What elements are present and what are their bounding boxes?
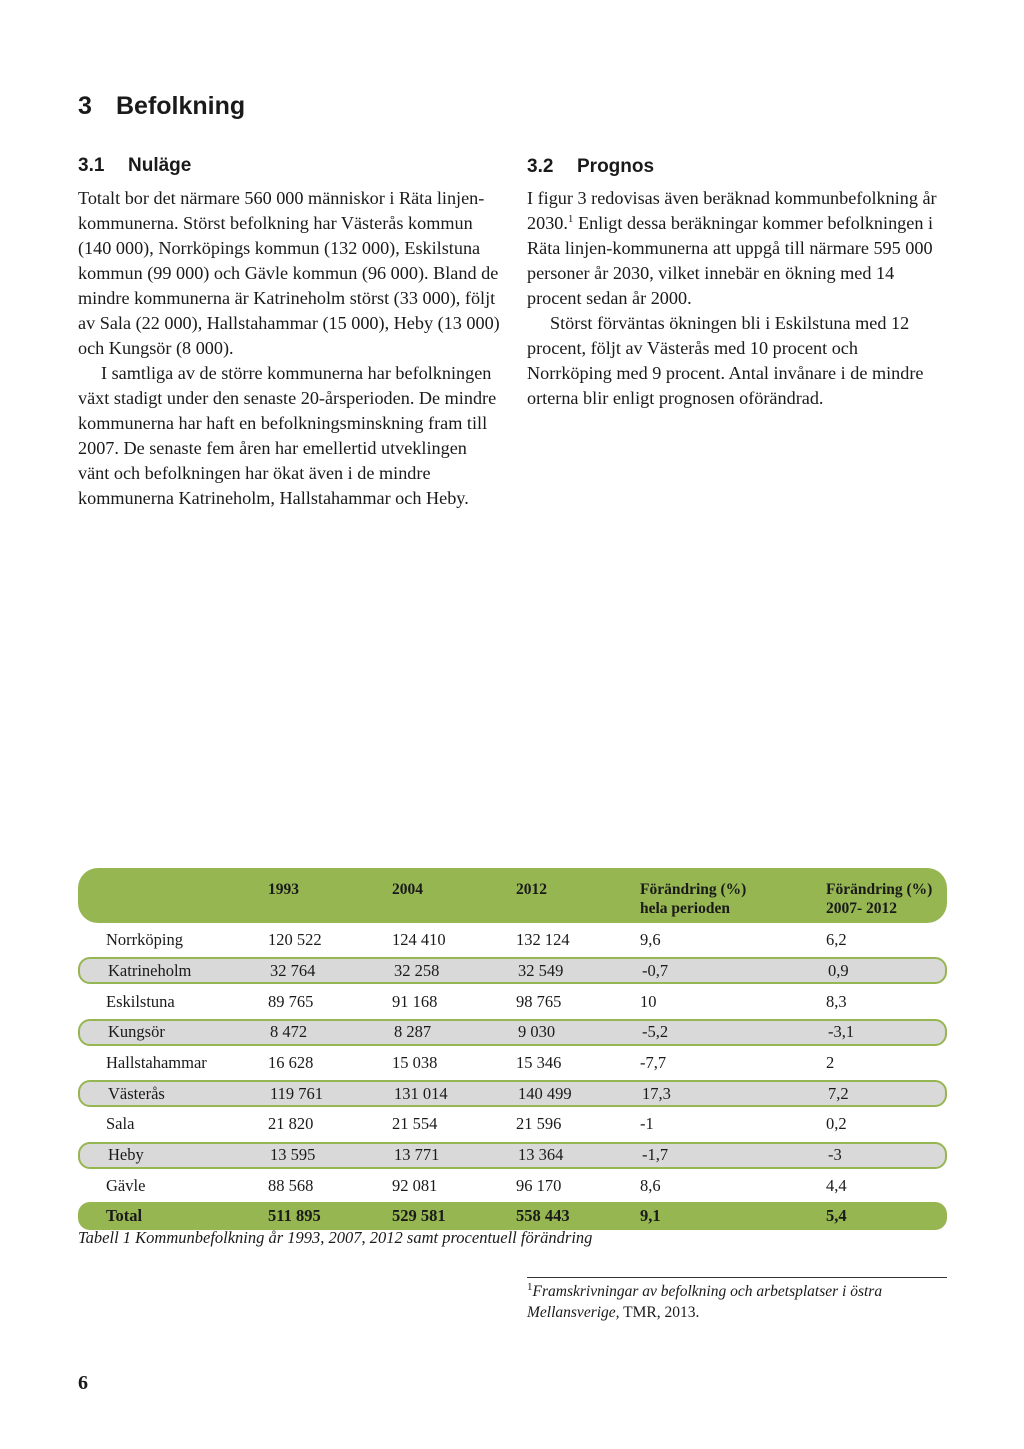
paragraph-text: Enligt dessa beräkningar kommer befolkningen i Räta linjen-kommunerna att uppgå till närmare 595 000 personer år 2030, vilket innebär en ökning med 14 procent sedan år 2000.	[527, 213, 934, 308]
table-row	[78, 1142, 947, 1169]
table-cell: -3,1	[828, 1022, 855, 1042]
footnote-ref: 1	[567, 212, 574, 225]
table-cell: Västerås	[108, 1083, 165, 1103]
table-cell: 88 568	[268, 1175, 314, 1195]
table-cell: 5,4	[826, 1206, 847, 1226]
table-cell: 558 443	[516, 1206, 570, 1226]
table-row	[78, 928, 947, 953]
table-total-row	[78, 1202, 947, 1230]
section-title: Prognos	[577, 156, 655, 177]
table-cell: 13 771	[394, 1145, 440, 1164]
table-cell: 15 038	[392, 1052, 438, 1072]
paragraph: I samtliga av de större kommunerna har befolkningen växt stadigt under den senaste 20-årsperioden. De mindre kommunerna har haft en befolkningsminskning fram till 2007. De senaste fem åren har emellertid utveklingen vänt och befolkningen har ökat även i de mindre kommunerna Katrineholm, Hallstahammar och Heby.	[78, 363, 497, 508]
right-column-text	[527, 186, 947, 411]
table-cell: 4,4	[826, 1175, 847, 1195]
table-cell: Hallstahammar	[106, 1052, 207, 1072]
table-cell: 21 596	[516, 1114, 562, 1134]
table-cell: 13 595	[270, 1145, 316, 1164]
table-cell: 529 581	[392, 1206, 446, 1226]
table-cell: 8,3	[826, 991, 847, 1011]
paragraph: Totalt bor det närmare 560 000 människor i Räta linjen-kommunerna. Störst befolkning har Västerås kommun (140 000), Norrköpings kommun (132 000), Eskilstuna kommun (99 000) och Gävle kommun (96 000). Bland de mindre kommunerna är Katrineholm störst (33 000), följt av Sala (22 000), Hallstahammar (15 000), Heby (13 000) och Kungsör (8 000).	[78, 188, 500, 358]
table-cell: 89 765	[268, 991, 314, 1011]
table-cell: Gävle	[106, 1175, 146, 1195]
table-cell: Norrköping	[106, 930, 183, 950]
table-row	[78, 1050, 947, 1075]
footnote	[527, 1281, 947, 1323]
table-row	[78, 957, 947, 984]
section-heading-nulage	[78, 155, 191, 177]
table-row	[78, 1080, 947, 1107]
table-cell: -1	[640, 1114, 654, 1134]
table-cell: 15 346	[516, 1052, 562, 1072]
table-cell: Eskilstuna	[106, 991, 175, 1011]
table-cell: 13 364	[518, 1145, 564, 1164]
table-cell: 2	[826, 1052, 835, 1072]
table-cell: 32 258	[394, 960, 440, 980]
chapter-number: 3	[78, 92, 92, 120]
header-2004: 2004	[392, 881, 423, 898]
table-cell: -0,7	[642, 960, 669, 980]
footnote-mark: 1	[527, 1280, 533, 1293]
table-cell: 9,6	[640, 930, 661, 950]
table-cell: -1,7	[642, 1145, 669, 1164]
header-1993: 1993	[268, 881, 299, 898]
table-caption: Tabell 1 Kommunbefolkning år 1993, 2007, 2012 samt procentuell förändring	[78, 1228, 593, 1247]
table-row	[78, 1112, 947, 1137]
paragraph-text: I figur 3 redovisas även beräknad kommunbefolkning år 2030.	[527, 188, 937, 233]
page-number: 6	[78, 1372, 88, 1394]
table-cell: 32 549	[518, 960, 564, 980]
table-cell: 32 764	[270, 960, 316, 980]
section-number: 3.2	[527, 156, 554, 177]
table-cell: 21 820	[268, 1114, 314, 1134]
table-cell: 92 081	[392, 1175, 438, 1195]
paragraph: Störst förväntas ökningen bli i Eskilstuna med 12 procent, följt av Västerås med 10 procent och Norrköping med 9 procent. Antal invånare i de mindre orterna blir enligt prognosen oförändrad.	[527, 313, 924, 408]
table-cell: 124 410	[392, 930, 446, 950]
table-cell: 9 030	[518, 1022, 556, 1042]
footnote-source: TMR, 2013.	[619, 1304, 700, 1321]
table-cell: -5,2	[642, 1022, 669, 1042]
section-number: 3.1	[78, 155, 105, 176]
table-cell: 120 522	[268, 930, 322, 950]
table-cell: 132 124	[516, 930, 570, 950]
table-cell: -3	[828, 1145, 842, 1164]
table-cell: 0,9	[828, 960, 849, 980]
table-cell: 91 168	[392, 991, 438, 1011]
left-column-text	[78, 186, 500, 511]
section-heading-prognos	[527, 156, 654, 178]
table-cell: 16 628	[268, 1052, 314, 1072]
table-body	[78, 928, 947, 1199]
header-change-recent	[826, 880, 932, 918]
header-subtext: hela perioden	[640, 900, 730, 917]
header-change-total	[640, 880, 746, 918]
table-cell: 98 765	[516, 991, 562, 1011]
table-cell: 8,6	[640, 1175, 661, 1195]
table-cell: 96 170	[516, 1175, 562, 1195]
table-cell: 6,2	[826, 930, 847, 950]
header-2012: 2012	[516, 881, 547, 898]
population-table	[78, 868, 947, 1230]
header-subtext: 2007- 2012	[826, 900, 898, 917]
paragraph	[527, 186, 947, 311]
table-cell: 140 499	[518, 1083, 572, 1103]
table-cell: 10	[640, 991, 657, 1011]
footnote-title: Framskrivningar av befolkning och arbetsplatser i östra Mellansverige,	[527, 1283, 883, 1321]
table-cell: 9,1	[640, 1206, 661, 1226]
table-cell: 131 014	[394, 1083, 448, 1103]
table-row	[78, 1173, 947, 1198]
table-cell: 7,2	[828, 1083, 849, 1103]
chapter-heading	[78, 92, 245, 121]
table-row	[78, 989, 947, 1014]
table-cell: 8 472	[270, 1022, 308, 1042]
table-cell: 511 895	[268, 1206, 321, 1226]
table-row	[78, 1019, 947, 1046]
table-cell: -7,7	[640, 1052, 667, 1072]
table-cell: 119 761	[270, 1083, 324, 1103]
table-cell: 0,2	[826, 1114, 847, 1134]
footnote-divider	[527, 1277, 947, 1278]
section-title: Nuläge	[128, 155, 192, 176]
table-header	[78, 868, 947, 923]
table-cell: 21 554	[392, 1114, 438, 1134]
header-text: Förändring (%)	[640, 881, 747, 898]
header-text: Förändring (%)	[826, 881, 933, 898]
table-cell: Katrineholm	[108, 960, 192, 980]
table-cell: Sala	[106, 1114, 135, 1134]
table-cell: 8 287	[394, 1022, 432, 1042]
chapter-title: Befolkning	[116, 92, 246, 120]
table-cell: Total	[106, 1206, 143, 1226]
table-cell: 17,3	[642, 1083, 671, 1103]
table-cell: Kungsör	[108, 1022, 165, 1042]
table-cell: Heby	[108, 1145, 144, 1164]
